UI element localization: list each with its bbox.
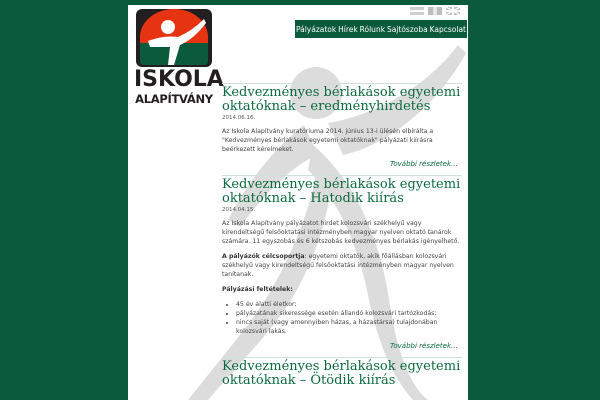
article <box>222 178 462 350</box>
read-more-link[interactable]: További részletek… <box>389 160 458 168</box>
nav-kapcsolat[interactable]: Kapcsolat <box>429 24 466 34</box>
main-nav <box>294 19 468 39</box>
conditions-list <box>222 300 462 336</box>
conditions-heading <box>222 285 462 294</box>
list-item: • 45 év alatti életkor; <box>236 300 462 309</box>
target-group-text: : egyetemi oktatók, akik főállásban kolozsvári székhelyű vagy kirendeltségű felsőoktatási intézményben magyar nyelven tanítanak. <box>222 253 454 278</box>
article-text: Az Iskola Alapítvány pályázatot hirdet kolozsvári székhelyű vagy kirendeltségű felsőoktatási intézményben magyar nyelven oktató tanárok számára. 11 egyszobás és 6 kétszobás kedvezményes bérlakás igényelhető. <box>222 220 460 245</box>
article <box>222 360 462 388</box>
article-target-group <box>222 252 462 279</box>
nav-hirek[interactable]: Hírek <box>338 24 358 34</box>
read-more-link[interactable]: További részletek… <box>389 342 458 350</box>
logo-text-line2: ALAPÍTVÁNY <box>135 92 213 106</box>
nav-sajtoszoba[interactable]: Sajtószoba <box>386 24 428 34</box>
divider <box>222 357 462 358</box>
page-container <box>128 5 468 400</box>
list-item: • nincs saját (vagy amennyiben házas, a házastársa) tulajdonában kolozsvári lakás. <box>236 318 462 336</box>
list-item: • pályázatának sikeressége esetén állandó kolozsvári tartózkodás; <box>236 309 462 318</box>
logo-emblem-icon <box>134 7 214 69</box>
divider <box>222 175 462 176</box>
divider <box>222 83 462 84</box>
nav-palyazatok[interactable]: Pályázatok <box>295 24 337 34</box>
article-list <box>222 83 462 389</box>
article <box>222 86 462 168</box>
article-title[interactable]: Kedvezményes bérlakások egyetemi oktatóknak – Ötödik kiírás <box>222 359 461 388</box>
language-switcher <box>410 7 460 15</box>
nav-rolunk[interactable]: Rólunk <box>359 24 386 34</box>
article-date: 2014.04.15. <box>222 207 256 213</box>
logo-text-line1: ISKOLA <box>134 67 224 92</box>
target-group-label: A pályázók célcsoportja <box>222 253 305 260</box>
romanian-flag-icon[interactable] <box>428 7 442 15</box>
article-date: 2014.06.16. <box>222 115 256 121</box>
article-title[interactable]: Kedvezményes bérlakások egyetemi oktatóknak – eredményhirdetés <box>222 85 461 114</box>
english-flag-icon[interactable] <box>446 7 460 15</box>
conditions-label: Pályázási feltételek: <box>222 286 293 293</box>
hungarian-flag-icon[interactable] <box>410 7 424 15</box>
article-text: Az Iskola Alapítvány kuratóriuma 2014. június 13-i ülésén elbírálta a "Kedvezményes bérlakások egyetemi oktatóknak" pályázati kiírásra beérkezett kérelmeket. <box>222 128 434 153</box>
logo[interactable] <box>134 7 224 119</box>
article-title[interactable]: Kedvezményes bérlakások egyetemi oktatóknak – Hatodik kiírás <box>222 177 461 206</box>
